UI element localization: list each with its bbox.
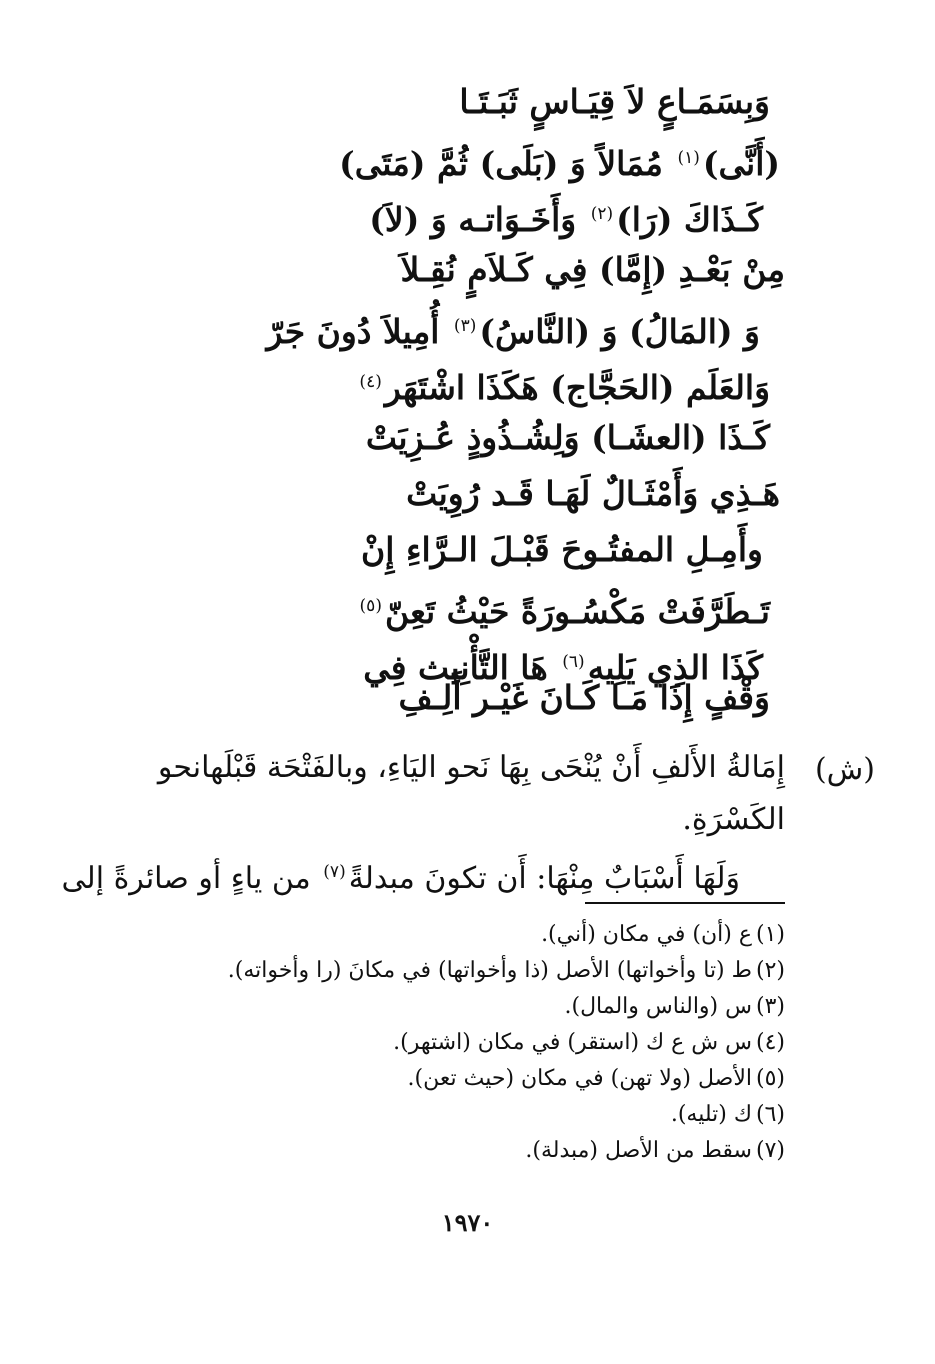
verse-line-8: هَـذِي وَأَمْثَـالٌ لَهَـا قَـد رُوِيَتْ [406,474,780,513]
footnote-2: (٢)ط (تا وأخواتها) الأصل (ذا وأخواتها) في مكانَ (را وأخواته). [227,958,785,983]
footnotes-list [228,917,785,1169]
footnote-3: (٣)س (والناس والمال). [564,994,785,1019]
footnote-7: (٧)سقط من الأصل (مبدلة). [525,1138,785,1163]
commentary-marker: (ش) [814,752,875,787]
footnote-5: (٥)الأصل (ولا تهن) في مكان (حيث تعن). [407,1066,785,1091]
footnote-ref-4[interactable]: (٤) [359,372,382,392]
verse-line-6: وَالعَلَم (الحَجَّاج) هَكَذَا اشْتَهَر$^{(٤)}$ [359,368,770,407]
commentary-line-3: وَلَهَا أَسْبَابٌ مِنْهَا: أَن تكونَ مبدلةً$^{(٧)}$ من ياءٍ أو صائرةً إلى [61,861,740,896]
footnote-ref-1[interactable]: (١) [677,148,700,168]
footnote-4: (٤)س ش ع ك (استقر) في مكان (اشتهر). [393,1030,785,1055]
verse-line-10: تَـطَرَّفَتْ مَكْسُـورَةً حَيْثُ تَعِنّ$^{(٥)}$ [359,592,770,631]
footnote-divider [585,902,785,904]
footnote-ref-7[interactable]: (٧) [323,862,346,882]
verse-line-11: كَذَا الذِي يَلِيه$^{(٦)}$ هَا التَّأْنِيث فِي [363,648,763,687]
verse-line-3: كَـذَاكَ (رَا)$^{(٢)}$ وَأَخَـوَاتـه وَ (لاَ) [369,200,763,239]
verse-line-5: وَ (المَالُ) وَ (النَّاسُ)$^{(٣)}$ أُمِيلاَ دُونَ جَرّ [266,312,760,351]
commentary-line-1: إِمَالةُ الأَلفِ أَنْ يُنْحَى بِهَا نَحو اليَاءِ، وبالفَتْحَة قَبْلَهانحو [157,750,785,785]
verse-line-1: وَبِسَمَـاعٍ لاَ قِيَـاسٍ ثَبَـتَـا [459,82,770,121]
footnote-1: (١)ع (أن) في مكان (أني). [541,922,785,947]
verse-line-2: (أَنَّى)$^{(١)}$ مُمَالاً وَ (بَلَى) ثُمَّ (مَتَى) [339,144,780,183]
footnote-6: (٦)ك (تليه). [670,1102,785,1127]
page-number: ١٩٧٠ [441,1208,494,1237]
footnote-ref-2[interactable]: (٢) [590,204,614,224]
verse-line-4: مِنْ بَعْـدِ (إِمَّا) فِي كَـلاَمٍ نُقِـلاَ [400,250,785,289]
verse-line-9: وأَمِـلِ المفتُـوحَ قَبْـلَ الـرَّاءِ إِنْ [361,530,763,569]
commentary-line-2: الكَسْرَةِ. [682,802,785,837]
footnote-ref-5[interactable]: (٥) [359,596,382,616]
verse-line-12: وَقْفٍ إِذَا مَـا كَـانَ غَيْـر أَلِـفِ [398,678,770,717]
footnote-ref-6[interactable]: (٦) [562,652,585,672]
verse-line-7: كَـذَا (العشَـا) وَلِشُـذُوذٍ عُـزِيَتْ [365,418,770,457]
footnote-ref-3[interactable]: (٣) [453,316,477,336]
